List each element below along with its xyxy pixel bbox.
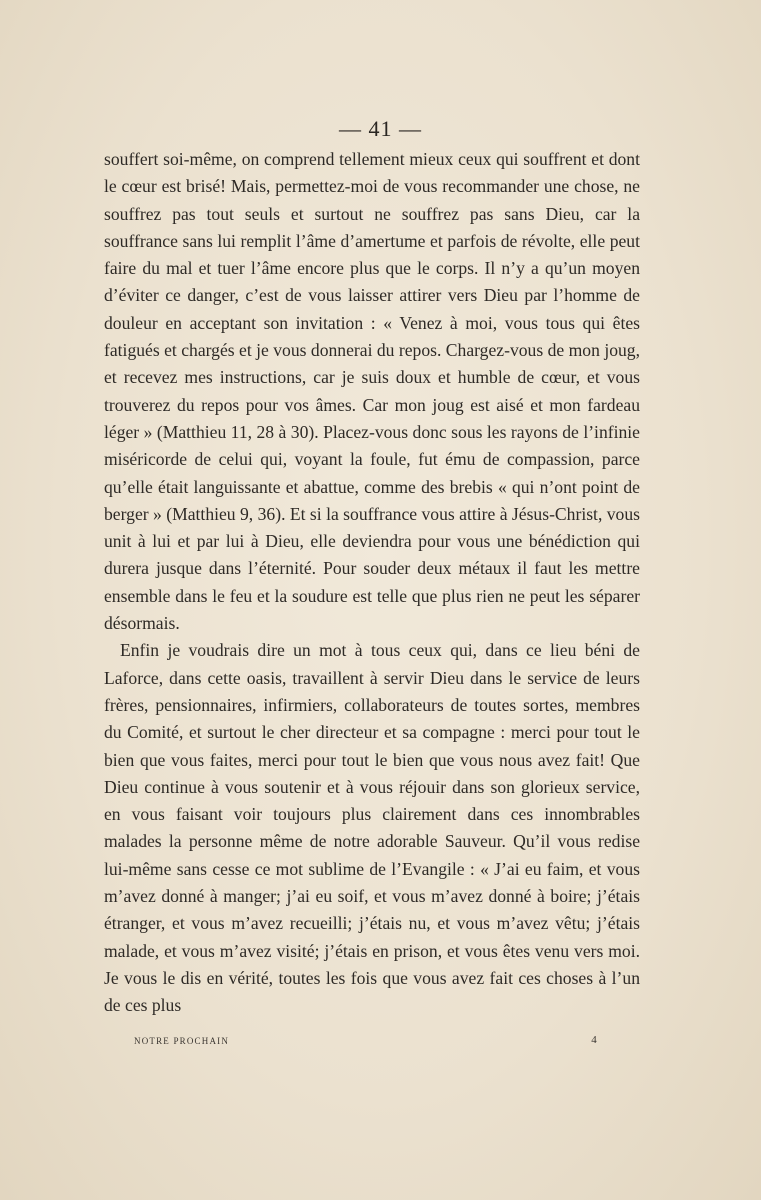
page-number: — 41 — xyxy=(339,116,422,141)
paragraph-1: souffert soi-même, on comprend tellement mieux ceux qui souffrent et dont le cœur est brisé! Mais, permettez-moi de vous recommander une chose, ne souffrez pas tout seuls et surtout ne souffrez pas sans Dieu, car la souffrance sans lui remplit l’âme d’amertume et parfois de révolte, elle peut faire du mal et tuer l’âme encore plus que le corps. Il n’y a qu’un moyen d’éviter ce danger, c’est de vous laisser attirer vers Dieu par l’homme de douleur en acceptant son invitation : « Venez à moi, vous tous qui êtes fatigués et chargés et je vous donnerai du repos. Chargez-vous de mon joug, et recevez mes instructions, car je suis doux et humble de cœur, et vous trouverez du repos pour vos âmes. Car mon joug est aisé et mon fardeau léger » (Matthieu 11, 28 à 30). Placez-vous donc sous les rayons de l’infinie miséricorde de celui qui, voyant la foule, fut ému de compassion, parce qu’elle était languissante et abattue, comme des brebis « qui n’ont point de berger » (Matthieu 9, 36). Et si la souffrance vous attire à Jésus-Christ, vous unit à lui et par lui à Dieu, elle deviendra pour vous une bénédiction qui durera jusque dans l’éternité. Pour souder deux métaux il faut les mettre ensemble dans le feu et la soudure est telle que plus rien ne peut les séparer désormais. xyxy=(104,149,640,634)
printer-signature: NOTRE PROCHAIN xyxy=(134,1036,230,1046)
sheet-number: 4 xyxy=(591,1034,598,1046)
paragraph-2: Enfin je voudrais dire un mot à tous ceux qui, dans ce lieu béni de Laforce, dans cette oasis, travaillent à servir Dieu dans le service de leurs frères, pensionnaires, infirmiers, collaborateurs de toutes sortes, membres du Comité, et surtout le cher directeur et sa compagne : merci pour tout le bien que vous faites, merci pour tout le bien que vous nous avez fait! Que Dieu continue à vous soutenir et à vous réjouir dans son glorieux service, en vous faisant voir toujours plus clairement dans ces innombrables malades la personne même de notre adorable Sauveur. Qu’il vous redise lui-même sans cesse ce mot sublime de l’Evangile : « J’ai eu faim, et vous m’avez donné à manger; j’ai eu soif, et vous m’avez donné à boire; j’étais étranger, et vous m’avez recueilli; j’étais nu, et vous m’avez vêtu; j’étais malade, et vous m’avez visité; j’étais en prison, et vous êtes venu vers moi. Je vous le dis en vérité, toutes les fois que vous avez fait ces choses à l’un de ces plus xyxy=(104,640,640,1016)
body-text xyxy=(104,146,640,1020)
